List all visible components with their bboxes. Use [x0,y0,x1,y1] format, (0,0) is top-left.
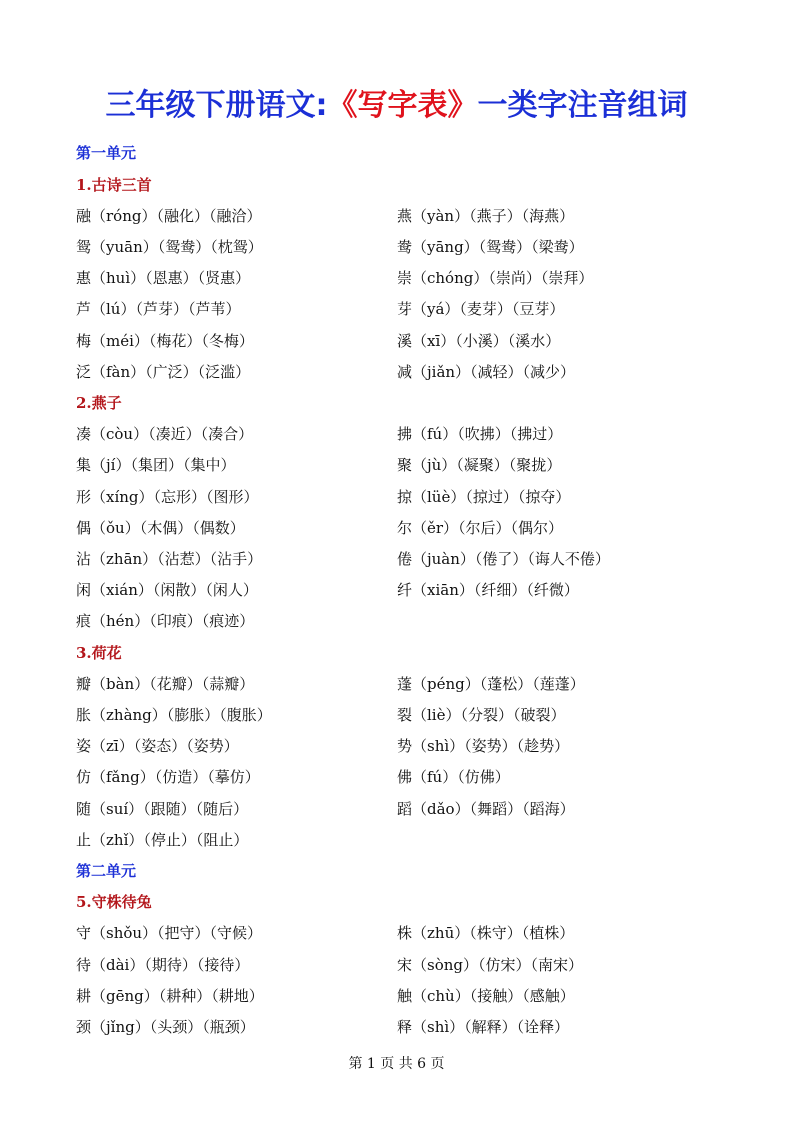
page-title [0,84,793,128]
char-entry: 减（jiǎn）（减轻）（减少） [397,363,576,381]
char-entry: 集（jí）（集团）（集中） [76,456,236,474]
char-entry: 待（dài）（期待）（接待） [76,956,250,974]
unit-heading-1: 第一单元 [76,144,137,162]
char-entry: 芦（lú）（芦芽）（芦苇） [76,300,241,318]
lesson-heading-1: 1.古诗三首 [76,176,152,194]
char-entry: 偶（ǒu）（木偶）（偶数） [76,519,245,537]
char-entry: 耕（gēng）（耕种）（耕地） [76,987,264,1005]
title-part-grade: 三年级下册语文: [105,88,328,123]
page-footer: 第 1 页 共 6 页 [348,1056,445,1072]
char-entry: 纤（xiān）（纤细）（纤微） [397,581,579,599]
char-entry: 聚（jù）（凝聚）（聚拢） [397,456,562,474]
char-entry: 随（suí）（跟随）（随后） [76,800,249,818]
char-entry: 胀（zhàng）（膨胀）（腹胀） [76,706,272,724]
lesson-heading-5: 5.守株待兔 [76,893,152,911]
char-entry: 倦（juàn）（倦了）（诲人不倦） [397,550,610,568]
char-entry: 泛（fàn）（广泛）（泛滥） [76,363,251,381]
char-entry: 溪（xī）（小溪）（溪水） [397,332,561,350]
char-entry: 势（shì）（姿势）（趁势） [397,737,570,755]
char-entry: 瓣（bàn）（花瓣）（蒜瓣） [76,675,255,693]
char-entry: 拂（fú）（吹拂）（拂过） [397,425,563,443]
char-entry: 形（xíng）（忘形）（图形） [76,488,259,506]
char-entry: 颈（jǐng）（头颈）（瓶颈） [76,1018,255,1036]
char-entry: 姿（zī）（姿态）（姿势） [76,737,239,755]
char-entry: 蓬（péng）（蓬松）（莲蓬） [397,675,585,693]
char-entry: 尔（ěr）（尔后）（偶尔） [397,519,564,537]
char-entry: 融（róng）（融化）（融洽） [76,207,262,225]
char-entry: 崇（chóng）（崇尚）（崇拜） [397,269,594,287]
char-entry: 闲（xián）（闲散）（闲人） [76,581,258,599]
char-entry: 燕（yàn）（燕子）（海燕） [397,207,575,225]
char-entry: 蹈（dǎo）（舞蹈）（蹈海） [397,800,575,818]
char-entry: 痕（hén）（印痕）（痕迹） [76,612,255,630]
char-entry: 株（zhū）（株守）（植株） [397,924,575,942]
char-entry: 仿（fǎng）（仿造）（摹仿） [76,768,260,786]
char-entry: 裂（liè）（分裂）（破裂） [397,706,566,724]
char-entry: 梅（méi）（梅花）（冬梅） [76,332,254,350]
char-entry: 鸳（yuān）（鸳鸯）（枕鸳） [76,238,263,256]
char-entry: 掠（lüè）（掠过）（掠夺） [397,488,571,506]
char-entry: 触（chù）（接触）（感触） [397,987,575,1005]
char-entry: 佛（fú）（仿佛） [397,768,510,786]
char-entry: 宋（sòng）（仿宋）（南宋） [397,956,583,974]
char-entry: 鸯（yāng）（鸳鸯）（梁鸯） [397,238,584,256]
title-part-desc: 一类字注音组词 [477,88,688,123]
char-entry: 芽（yá）（麦芽）（豆芽） [397,300,565,318]
char-entry: 沾（zhān）（沾惹）（沾手） [76,550,263,568]
unit-heading-2: 第二单元 [76,862,137,880]
lesson-heading-3: 3.荷花 [76,644,122,662]
char-entry: 释（shì）（解释）（诠释） [397,1018,570,1036]
char-entry: 惠（huì）（恩惠）（贤惠） [76,269,251,287]
lesson-heading-2: 2.燕子 [76,394,122,412]
char-entry: 守（shǒu）（把守）（守候） [76,924,263,942]
char-entry: 凑（còu）（凑近）（凑合） [76,425,254,443]
title-part-table: 《写字表》 [327,88,478,123]
char-entry: 止（zhǐ）（停止）（阻止） [76,831,249,849]
